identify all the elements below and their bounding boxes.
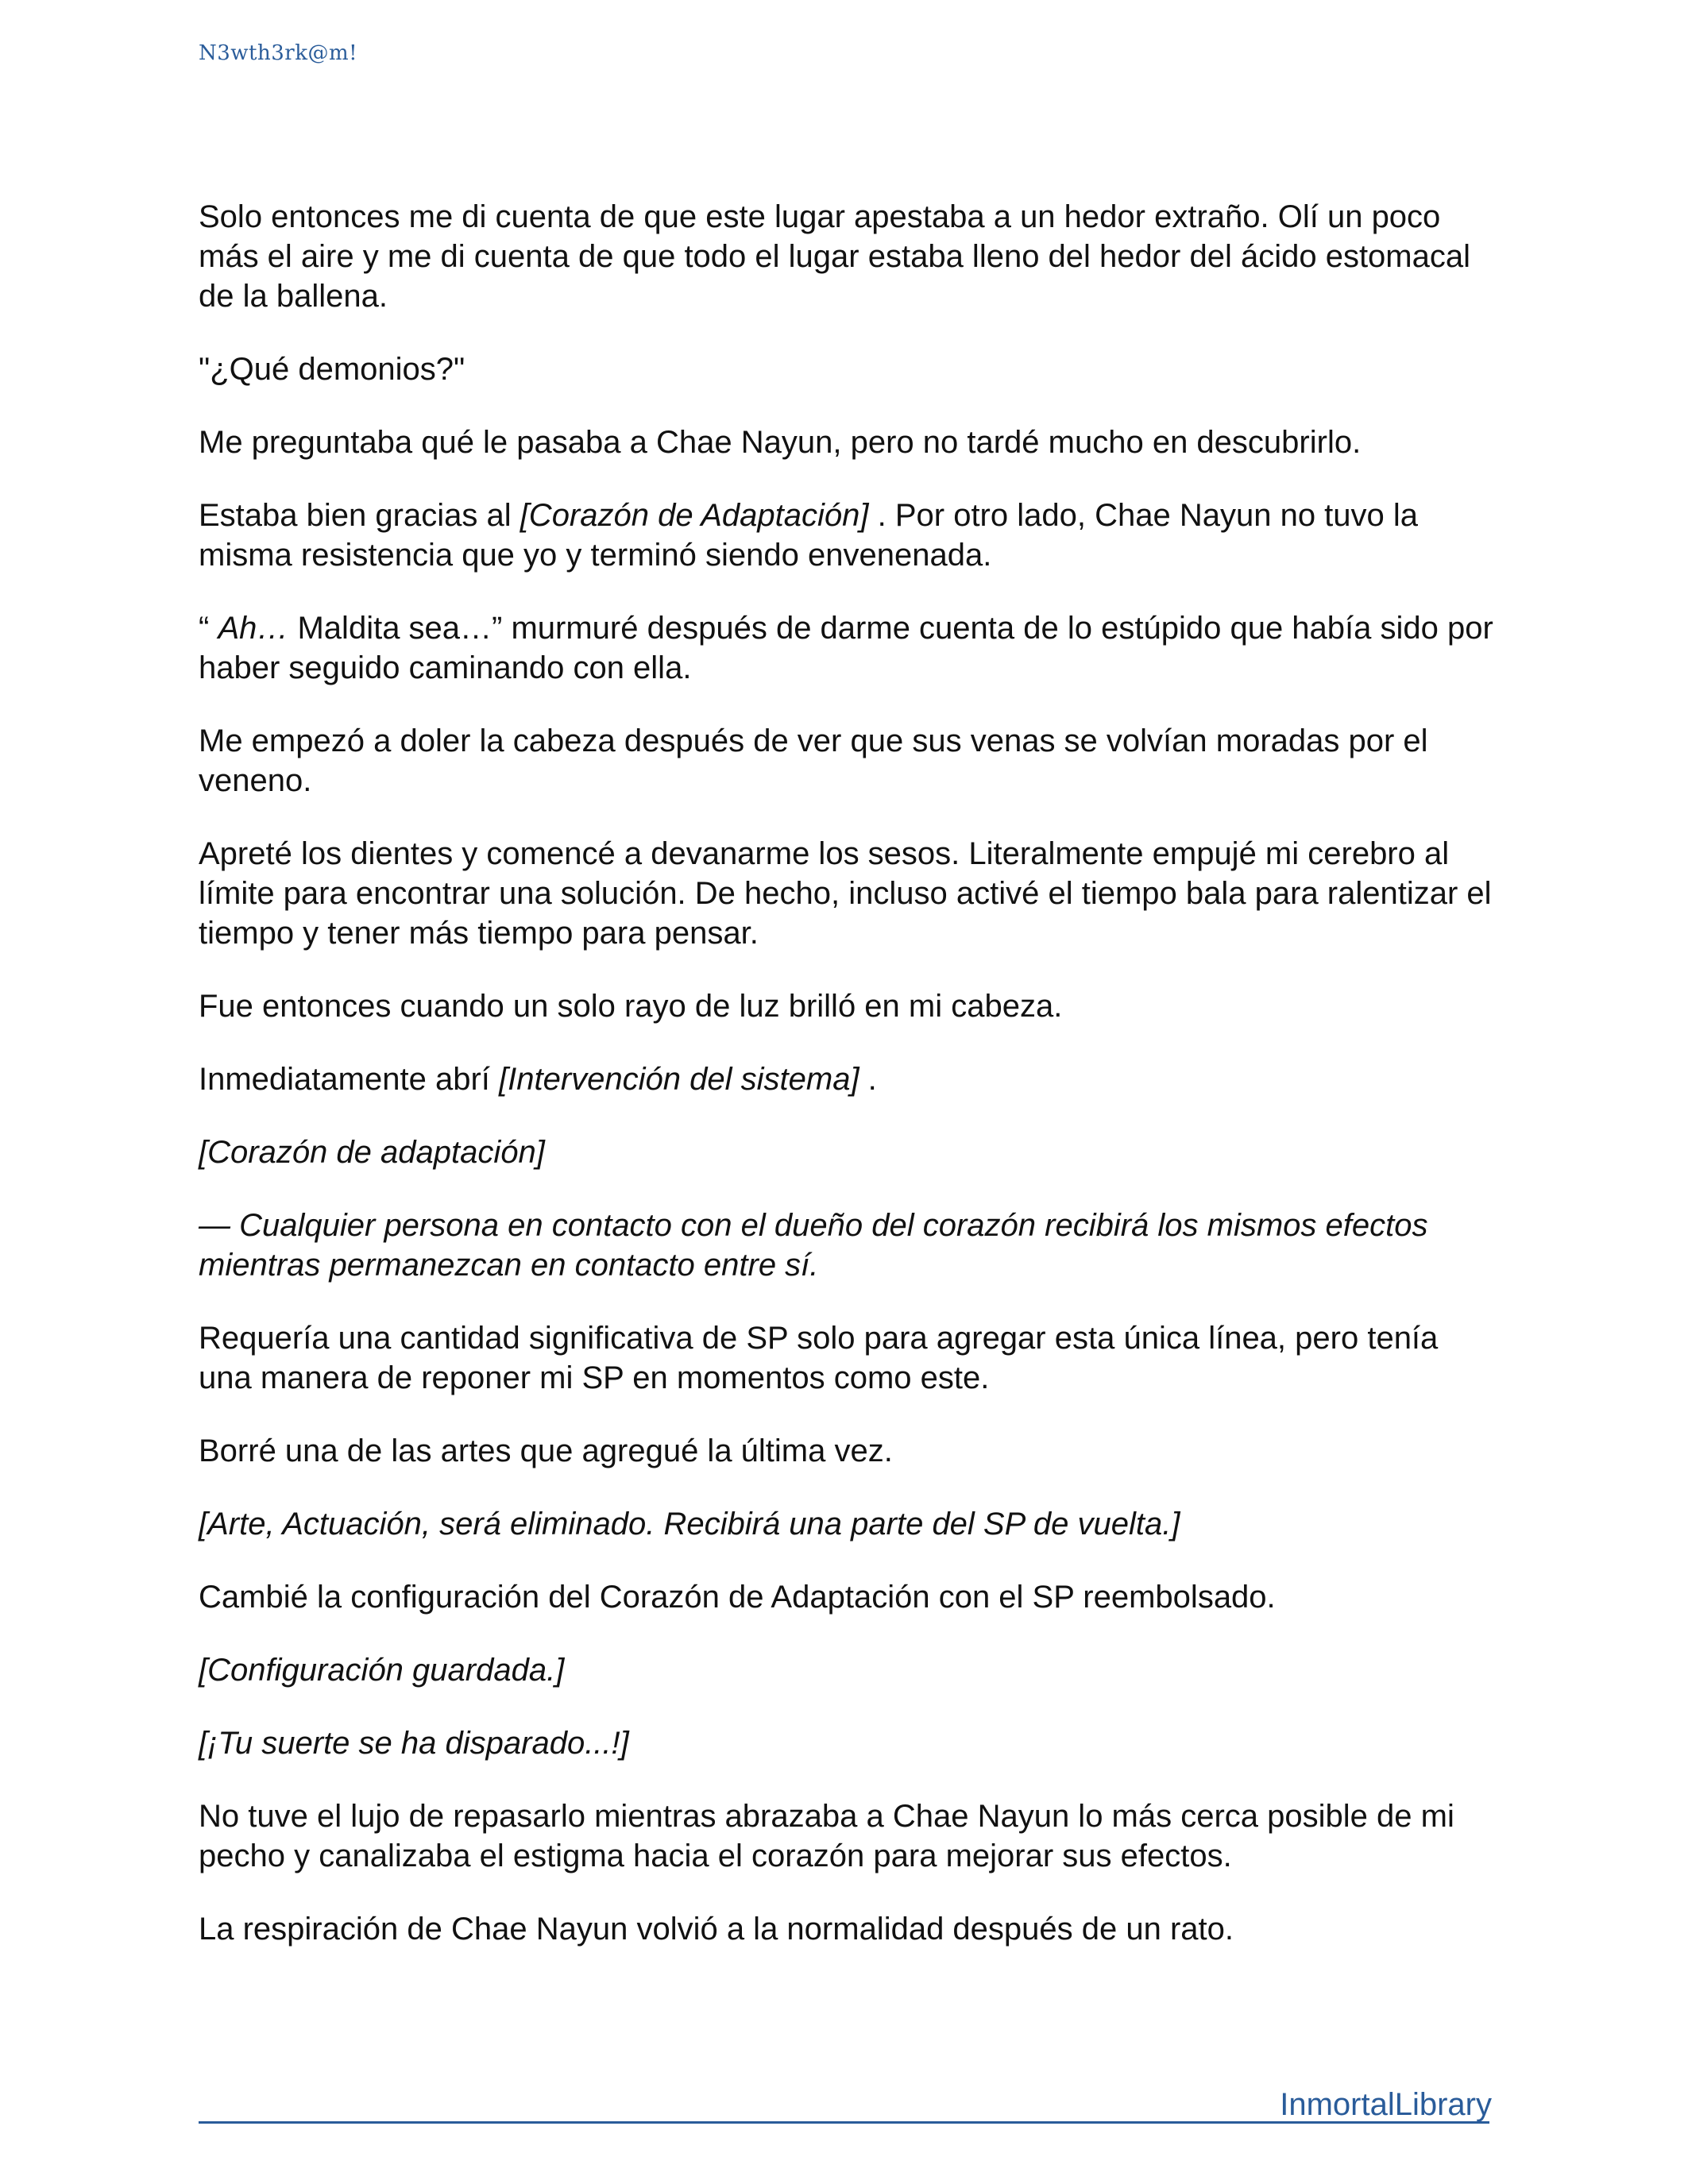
paragraph (199, 1318, 1493, 1398)
text-run: Cambié la configuración del Corazón de Adaptación con el SP reembolsado. (199, 1580, 1276, 1615)
text-run: . (859, 1062, 877, 1097)
paragraph (199, 1059, 1493, 1099)
text-run: La respiración de Chae Nayun volvió a la normalidad después de un rato. (199, 1912, 1234, 1947)
paragraph (199, 1431, 1493, 1471)
italic-text: [Arte, Actuación, será eliminado. Recibirá una parte del SP de vuelta.] (199, 1507, 1180, 1542)
footer-link-inmortallibrary[interactable]: InmortalLibrary (1280, 2087, 1492, 2122)
paragraph (199, 834, 1493, 953)
paragraph (199, 1206, 1493, 1285)
text-run: “ (199, 611, 218, 646)
text-run: Inmediatamente abrí (199, 1062, 499, 1097)
text-run: Estaba bien gracias al (199, 498, 520, 533)
paragraph (199, 608, 1493, 688)
text-run: Maldita sea…” murmuré después de darme cuenta de lo estúpido que había sido por haber seguido caminando con ella. (199, 611, 1493, 685)
paragraph (199, 1796, 1493, 1876)
text-run: Apreté los dientes y comencé a devanarme los sesos. Literalmente empujé mi cerebro al límite para encontrar una solución. De hecho, incluso activé el tiempo bala para ralentizar el tiempo y tener más tiempo para pensar. (199, 836, 1492, 951)
paragraph (199, 496, 1493, 575)
text-run: No tuve el lujo de repasarlo mientras abrazaba a Chae Nayun lo más cerca posible de mi pecho y canalizaba el estigma hacia el corazón para mejorar sus efectos. (199, 1799, 1454, 1873)
text-run: Me preguntaba qué le pasaba a Chae Nayun, pero no tardé mucho en descubrirlo. (199, 425, 1362, 460)
italic-text: [¡Tu suerte se ha disparado...!] (199, 1726, 629, 1761)
paragraph (199, 1133, 1493, 1172)
text-run: Borré una de las artes que agregué la última vez. (199, 1433, 893, 1468)
italic-text: Ah… (218, 611, 289, 646)
paragraph (199, 1909, 1493, 1949)
text-run: Me empezó a doler la cabeza después de ver que sus venas se volvían moradas por el veneno. (199, 723, 1428, 798)
paragraph (199, 1650, 1493, 1690)
paragraph (199, 986, 1493, 1026)
italic-text: — Cualquier persona en contacto con el dueño del corazón recibirá los mismos efectos mientras permanezcan en contacto entre sí. (199, 1208, 1428, 1283)
paragraph (199, 721, 1493, 801)
italic-text: [Intervención del sistema] (499, 1062, 859, 1097)
paragraph (199, 423, 1493, 462)
italic-text: [Configuración guardada.] (199, 1653, 565, 1688)
paragraph (199, 1723, 1493, 1763)
text-run: Solo entonces me di cuenta de que este lugar apestaba a un hedor extraño. Olí un poco más el aire y me di cuenta de que todo el lugar estaba lleno del hedor del ácido estomacal de la ballena. (199, 199, 1470, 314)
italic-text: [Corazón de adaptación] (199, 1135, 545, 1170)
paragraph (199, 1504, 1493, 1544)
paragraph (199, 349, 1493, 389)
text-run: Fue entonces cuando un solo rayo de luz brilló en mi cabeza. (199, 989, 1063, 1024)
italic-text: [Corazón de Adaptación] (520, 498, 869, 533)
paragraph (199, 1577, 1493, 1617)
text-run: Requería una cantidad significativa de SP solo para agregar esta única línea, pero tenía una manera de reponer mi SP en momentos como este. (199, 1321, 1439, 1395)
paragraph (199, 197, 1493, 316)
text-run: "¿Qué demonios?" (199, 352, 465, 387)
document-body (199, 197, 1493, 1982)
header-watermark: N3wth3rk@m! (199, 41, 358, 65)
text-run: . Por otro lado, Chae Nayun no tuvo la misma resistencia que yo y terminó siendo envenenada. (199, 498, 1419, 573)
